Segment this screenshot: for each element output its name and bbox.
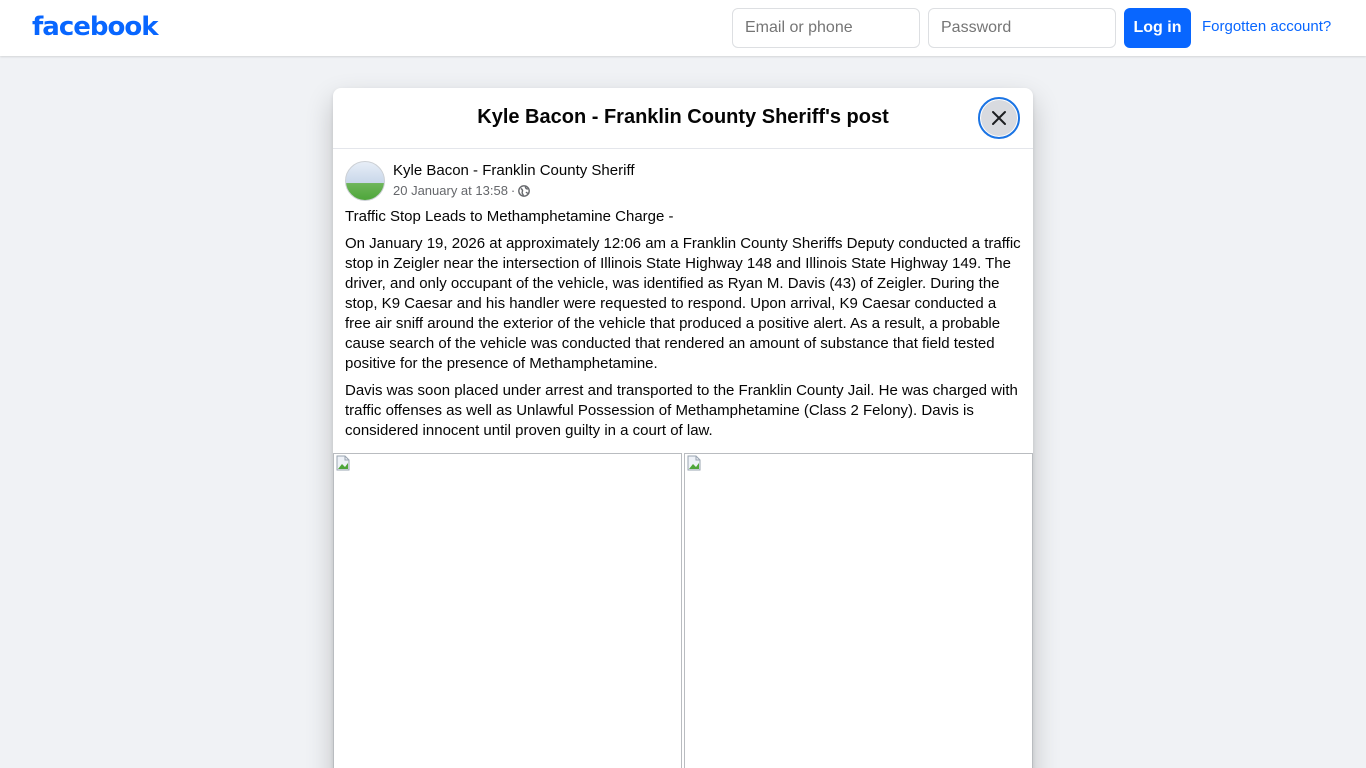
broken-image-icon (335, 455, 351, 471)
meta-separator: · (510, 183, 516, 198)
post-image[interactable] (333, 453, 682, 768)
post-dialog (333, 88, 1033, 768)
post-image[interactable] (684, 453, 1033, 768)
forgotten-account-link[interactable]: Forgotten account? (1202, 18, 1332, 35)
post-meta (393, 183, 530, 198)
globe-icon (518, 185, 530, 197)
author-avatar[interactable] (345, 161, 385, 201)
post-timestamp[interactable]: 20 January at 13:58 (393, 183, 508, 198)
close-icon (991, 110, 1007, 126)
log-in-button[interactable]: Log in (1124, 8, 1191, 48)
post-header (345, 161, 1005, 201)
post-image-grid (333, 453, 1033, 768)
close-button[interactable] (978, 97, 1020, 139)
top-navigation-bar (0, 0, 1366, 56)
post-paragraph: On January 19, 2026 at approximately 12:06 am a Franklin County Sheriffs Deputy conducted a traffic stop in Zeigler near the intersection of Illinois State Highway 148 and Illinois State Highway 149. The driver, and only occupant of the vehicle, was identified as Ryan M. Davis (43) of Zeigler. During the stop, K9 Caesar and his handler were requested to respond. Upon arrival, K9 Caesar conducted a free air sniff around the exterior of the vehicle that produced a positive alert. As a result, a probable cause search of the vehicle was conducted that rendered an amount of substance that field tested positive for the presence of Methamphetamine. (345, 235, 1021, 372)
password-input[interactable] (928, 8, 1116, 48)
post-text (345, 207, 1021, 448)
dialog-title: Kyle Bacon - Franklin County Sheriff's post (477, 106, 889, 128)
facebook-logo[interactable]: facebook (32, 12, 158, 42)
broken-image-icon (686, 455, 702, 471)
post-headline: Traffic Stop Leads to Methamphetamine Charge - (345, 208, 674, 225)
email-or-phone-input[interactable] (732, 8, 920, 48)
post-paragraph: Davis was soon placed under arrest and transported to the Franklin County Jail. He was charged with traffic offenses as well as Unlawful Possession of Methamphetamine (Class 2 Felony). Davis is considered innocent until proven guilty in a court of law. (345, 382, 1018, 439)
author-name[interactable]: Kyle Bacon - Franklin County Sheriff (393, 162, 635, 179)
dialog-header (333, 88, 1033, 149)
